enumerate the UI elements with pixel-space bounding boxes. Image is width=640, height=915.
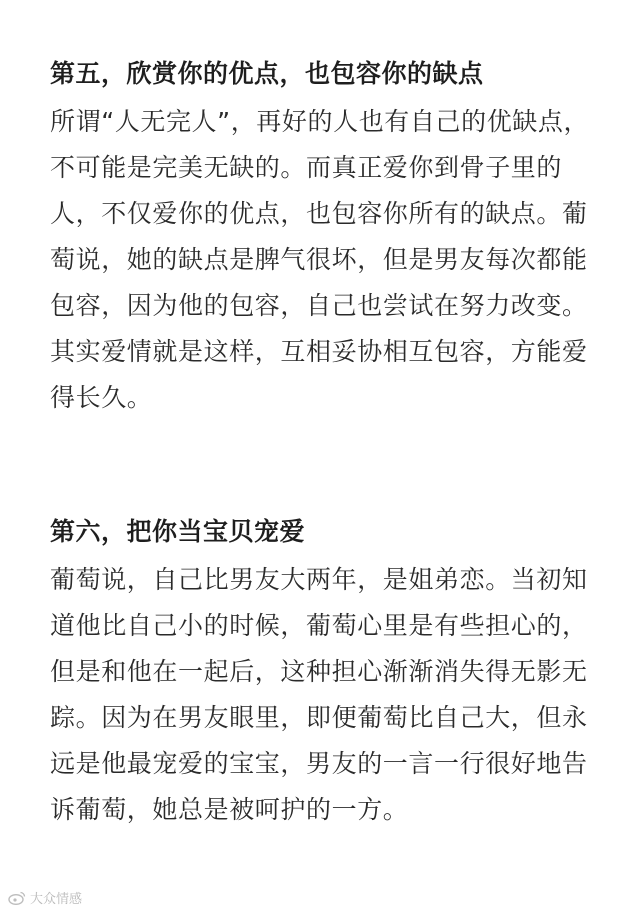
paragraph-line: 所谓“人无完人”，再好的人也有自己的优缺点，: [50, 107, 590, 136]
paragraph-line: 其实爱情就是这样，互相妥协相互包容，方能爱: [50, 337, 588, 366]
watermark-text: 大众情感: [30, 892, 83, 907]
section-fifth: [50, 56, 610, 421]
section-sixth: [50, 514, 610, 833]
paragraph-line: 得长久。: [50, 383, 153, 412]
paragraph-line: 不可能是完美无缺的。而真正爱你到骨子里的: [50, 153, 563, 182]
paragraph-line: 诉葡萄，她总是被呵护的一方。: [50, 795, 409, 824]
paragraph-line: 人，不仅爱你的优点，也包容你所有的缺点。葡: [50, 199, 588, 228]
paragraph-line: 包容，因为他的包容，自己也尝试在努力改变。: [50, 291, 588, 320]
paragraph-line: 踪。因为在男友眼里，即便葡萄比自己大，但永: [50, 703, 588, 732]
weibo-icon: [8, 891, 26, 905]
paragraph-line: 但是和他在一起后，这种担心渐渐消失得无影无: [50, 657, 588, 686]
paragraph-line: 葡萄说，自己比男友大两年，是姐弟恋。当初知: [50, 565, 588, 594]
paragraph-line: 道他比自己小的时候，葡萄心里是有些担心的，: [50, 611, 588, 640]
paragraph-line: 远是他最宠爱的宝宝，男友的一言一行很好地告: [50, 749, 588, 778]
section-paragraph: [50, 557, 610, 833]
watermark: [8, 888, 82, 907]
section-paragraph: [50, 99, 610, 421]
section-heading: 第五，欣赏你的优点，也包容你的缺点: [50, 59, 484, 88]
section-heading: 第六，把你当宝贝宠爱: [50, 517, 306, 546]
paragraph-line: 萄说，她的缺点是脾气很坏，但是男友每次都能: [50, 245, 588, 274]
